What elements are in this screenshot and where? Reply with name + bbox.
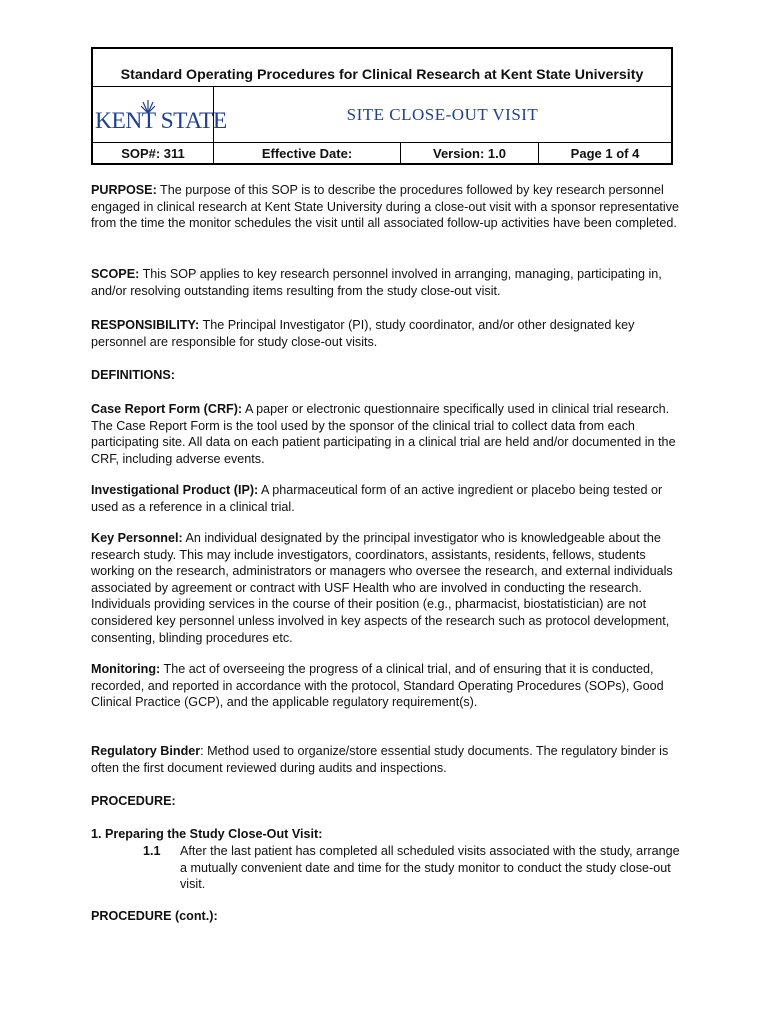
document-title: SITE CLOSE-OUT VISIT bbox=[346, 105, 539, 124]
definition-crf bbox=[91, 401, 691, 467]
scope-label: SCOPE: bbox=[91, 267, 140, 281]
procedure-cont-heading: PROCEDURE (cont.): bbox=[91, 909, 218, 923]
document-header bbox=[91, 47, 673, 165]
definition-regulatory-binder bbox=[91, 743, 691, 776]
purpose-text: The purpose of this SOP is to describe the procedures followed by key research personnel engaged in clinical research at Kent State University during a close-out visit with a sponsor representative from the time the monitor schedules the visit until all associated follow-up activities have been completed. bbox=[91, 183, 680, 231]
step-1-1 bbox=[91, 843, 691, 895]
definition-text: The act of overseeing the progress of a clinical trial, and of ensuring that it is conducted, recorded, and reported in accordance with the protocol, Standard Operating Procedures (SOPs), Good Clinical Practice (GCP), and the applicable regulatory requirement(s). bbox=[91, 662, 664, 710]
definition-term: Regulatory Binder bbox=[91, 744, 201, 758]
definition-key-personnel bbox=[91, 530, 691, 646]
definition-monitoring bbox=[91, 661, 691, 711]
responsibility-text: The Principal Investigator (PI), study coordinator, and/or other designated key personnel are responsible for study close-out visits. bbox=[91, 318, 635, 349]
sop-number: SOP#: 311 bbox=[93, 143, 214, 165]
scope-paragraph bbox=[91, 266, 691, 299]
definition-term: Case Report Form (CRF): bbox=[91, 402, 243, 416]
definitions-heading: DEFINITIONS: bbox=[91, 368, 175, 382]
header-meta-row bbox=[93, 143, 671, 165]
responsibility-paragraph bbox=[91, 317, 691, 350]
definition-ip bbox=[91, 482, 691, 515]
definition-term: Monitoring: bbox=[91, 662, 161, 676]
definition-text: An individual designated by the principal investigator who is knowledgeable about the research study. This may include investigators, coordinators, assistants, residents, fellows, students working on the research, administrators or managers who oversee the research, and external individuals associated by agreement or contract with USF Health who are involved in conducting the research. Individuals providing services in the course of their position (e.g., pharmacist, biostatistician) are not considered key personnel unless involved in key aspects of the research such as protocol development, consenting, blinding procedures etc. bbox=[91, 531, 673, 645]
header-title-row bbox=[93, 87, 671, 143]
step-number: 1.1 bbox=[143, 844, 161, 858]
kent-state-logo bbox=[93, 87, 227, 142]
procedure-heading: PROCEDURE: bbox=[91, 794, 176, 808]
definition-text: : Method used to organize/store essential study documents. The regulatory binder is often the first document reviewed during audits and inspections. bbox=[91, 744, 669, 775]
step-text: After the last patient has completed all scheduled visits associated with the study, arrange a mutually convenient date and time for the study monitor to conduct the study close-out visit. bbox=[180, 844, 680, 892]
effective-date: Effective Date: bbox=[214, 143, 401, 165]
purpose-label: PURPOSE: bbox=[91, 183, 157, 197]
definition-text: A paper or electronic questionnaire specifically used in clinical trial research. The Case Report Form is the tool used by the sponsor of the clinical trial to collect data from each participating site. All data on each patient participating in a clinical trial are held and/or documented in the CRF, including adverse events. bbox=[91, 402, 676, 466]
purpose-paragraph bbox=[91, 182, 691, 232]
version: Version: 1.0 bbox=[401, 143, 539, 165]
header-title: Standard Operating Procedures for Clinical Research at Kent State University bbox=[93, 49, 671, 87]
logo-text: KENT STATE bbox=[95, 108, 227, 134]
definition-text: A pharmaceutical form of an active ingredient or placebo being tested or used as a reference in a clinical trial. bbox=[91, 483, 663, 514]
step-1-heading: 1. Preparing the Study Close-Out Visit: bbox=[91, 827, 323, 841]
definition-term: Key Personnel: bbox=[91, 531, 183, 545]
scope-text: This SOP applies to key research personnel involved in arranging, managing, participating in, and/or resolving outstanding items resulting from the study close-out visit. bbox=[91, 267, 662, 298]
responsibility-label: RESPONSIBILITY: bbox=[91, 318, 200, 332]
page-number: Page 1 of 4 bbox=[570, 146, 640, 161]
definition-term: Investigational Product (IP): bbox=[91, 483, 259, 497]
